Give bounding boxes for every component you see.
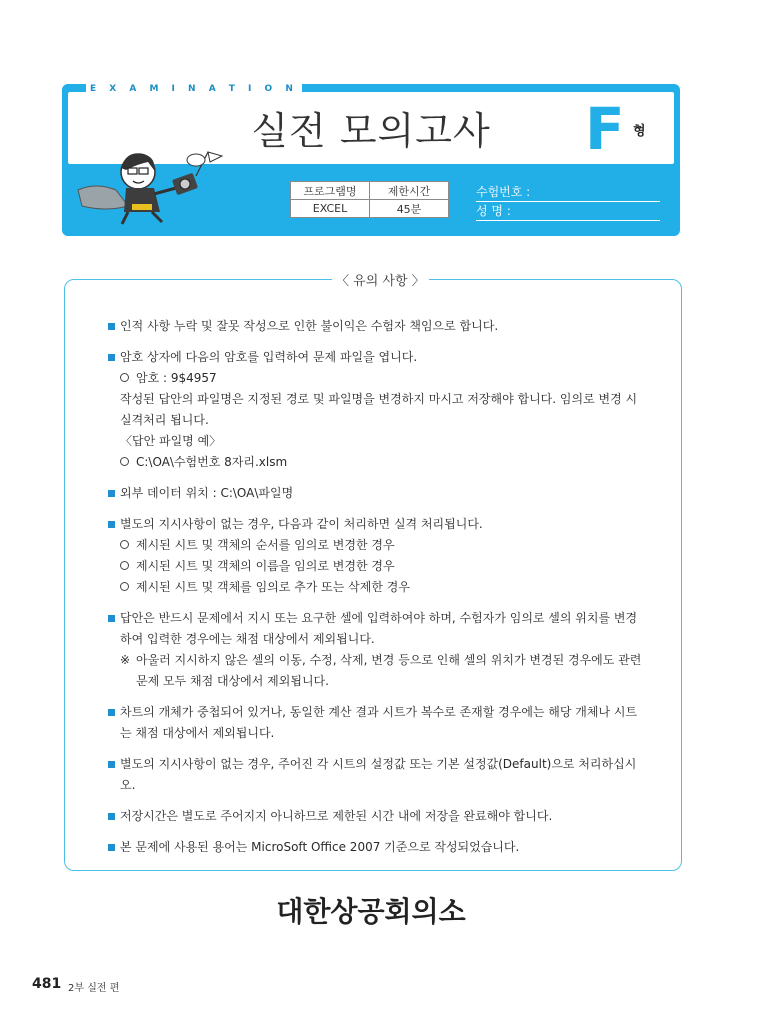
notice-item: 별도의 지시사항이 없는 경우, 주어진 각 시트의 설정값 또는 기본 설정값(Default)으로 처리하십시오.: [108, 754, 648, 796]
square-bullet-icon: [108, 490, 115, 497]
notice-title: 〈 유의 사항 〉: [332, 270, 429, 289]
notice-item: 별도의 지시사항이 없는 경우, 다음과 같이 처리하면 실격 처리됩니다. 제시된 시트 및 객체의 순서를 임의로 변경한 경우 제시된 시트 및 객체의 이름을 임의로 변경한 경우 제시된 시트 및 객체를 임의로 추가 또는 삭제한 경우: [108, 514, 648, 598]
notice-item: 암호 상자에 다음의 암호를 입력하여 문제 파일을 엽니다. 암호 : 9$4957 작성된 답안의 파일명은 지정된 경로 및 파일명을 변경하지 마시고 저장해야 합니다. 임의로 변경 시 실격처리 됩니다. 〈답안 파일명 예〉 C:\OA\수험번호 8자리.xlsm: [108, 347, 648, 473]
part-label: 2부 실전 편: [68, 983, 120, 994]
sub-item: 제시된 시트 및 객체의 순서를 임의로 변경한 경우: [120, 535, 648, 556]
sub-item: 제시된 시트 및 객체를 임의로 추가 또는 삭제한 경우: [120, 577, 648, 598]
mascot-illustration: [76, 146, 226, 226]
circle-bullet-icon: [120, 540, 129, 549]
note-item: ※ 아울러 지시하지 않은 셀의 이동, 수정, 삭제, 변경 등으로 인해 셀의 위치가 변경된 경우에도 관련 문제 모두 채점 대상에서 제외됩니다.: [120, 650, 648, 692]
sub-item: C:\OA\수험번호 8자리.xlsm: [120, 452, 648, 473]
page-title: 실전 모의고사: [251, 109, 491, 153]
notice-list: [108, 316, 648, 868]
notice-item: 인적 사항 누락 및 잘못 작성으로 인한 불이익은 수험자 책임으로 합니다.: [108, 316, 648, 337]
notice-item: 답안은 반드시 문제에서 지시 또는 요구한 셀에 입력하여야 하며, 수험자가 임의로 셀의 위치를 변경하여 입력한 경우에는 채점 대상에서 제외됩니다. ※ 아울러 지시하지 않은 셀의 이동, 수정, 삭제, 변경 등으로 인해 셀의 위치가 변경된 경우에도 관련 문제 모두 채점 대상에서 제외됩니다.: [108, 608, 648, 692]
square-bullet-icon: [108, 521, 115, 528]
item-text: 작성된 답안의 파일명은 지정된 경로 및 파일명을 변경하지 마시고 저장해야 합니다. 임의로 변경 시 실격처리 됩니다.: [120, 392, 638, 427]
square-bullet-icon: [108, 615, 115, 622]
sub-item: 암호 : 9$4957: [120, 368, 648, 389]
square-bullet-icon: [108, 354, 115, 361]
exam-type-suffix: 형: [633, 124, 646, 139]
notice-item: 저장시간은 별도로 주어지지 아니하므로 제한된 시간 내에 저장을 완료해야 합니다.: [108, 806, 648, 827]
table-value-row: [291, 200, 449, 218]
time-limit-header: 제한시간: [370, 182, 449, 200]
item-text: 〈답안 파일명 예〉: [120, 434, 222, 448]
exam-type-letter: F: [585, 95, 625, 163]
notice-item: 외부 데이터 위치 : C:\OA\파일명: [108, 483, 648, 504]
circle-bullet-icon: [120, 373, 129, 382]
note-mark: ※: [120, 653, 131, 667]
square-bullet-icon: [108, 844, 115, 851]
circle-bullet-icon: [120, 561, 129, 570]
table-header-row: [291, 182, 449, 200]
square-bullet-icon: [108, 323, 115, 330]
program-name-header: 프로그램명: [291, 182, 370, 200]
organization-name: 대한상공회의소: [276, 895, 466, 928]
program-name-value: EXCEL: [291, 200, 370, 218]
square-bullet-icon: [108, 761, 115, 768]
circle-bullet-icon: [120, 457, 129, 466]
square-bullet-icon: [108, 813, 115, 820]
sub-item: 제시된 시트 및 객체의 이름을 임의로 변경한 경우: [120, 556, 648, 577]
time-limit-value: 45분: [370, 200, 449, 218]
exam-info-table: [290, 181, 449, 218]
page-number: 481: [32, 976, 62, 992]
circle-bullet-icon: [120, 582, 129, 591]
square-bullet-icon: [108, 709, 115, 716]
exam-number-field: 수험번호 :: [476, 184, 660, 202]
name-field: 성 명 :: [476, 203, 660, 221]
notice-item: 본 문제에 사용된 용어는 MicroSoft Office 2007 기준으로 작성되었습니다.: [108, 837, 648, 858]
notice-item: 차트의 개체가 중첩되어 있거나, 동일한 계산 결과 시트가 복수로 존재할 경우에는 해당 개체나 시트는 채점 대상에서 제외됩니다.: [108, 702, 648, 744]
examination-label: E X A M I N A T I O N: [86, 83, 302, 95]
